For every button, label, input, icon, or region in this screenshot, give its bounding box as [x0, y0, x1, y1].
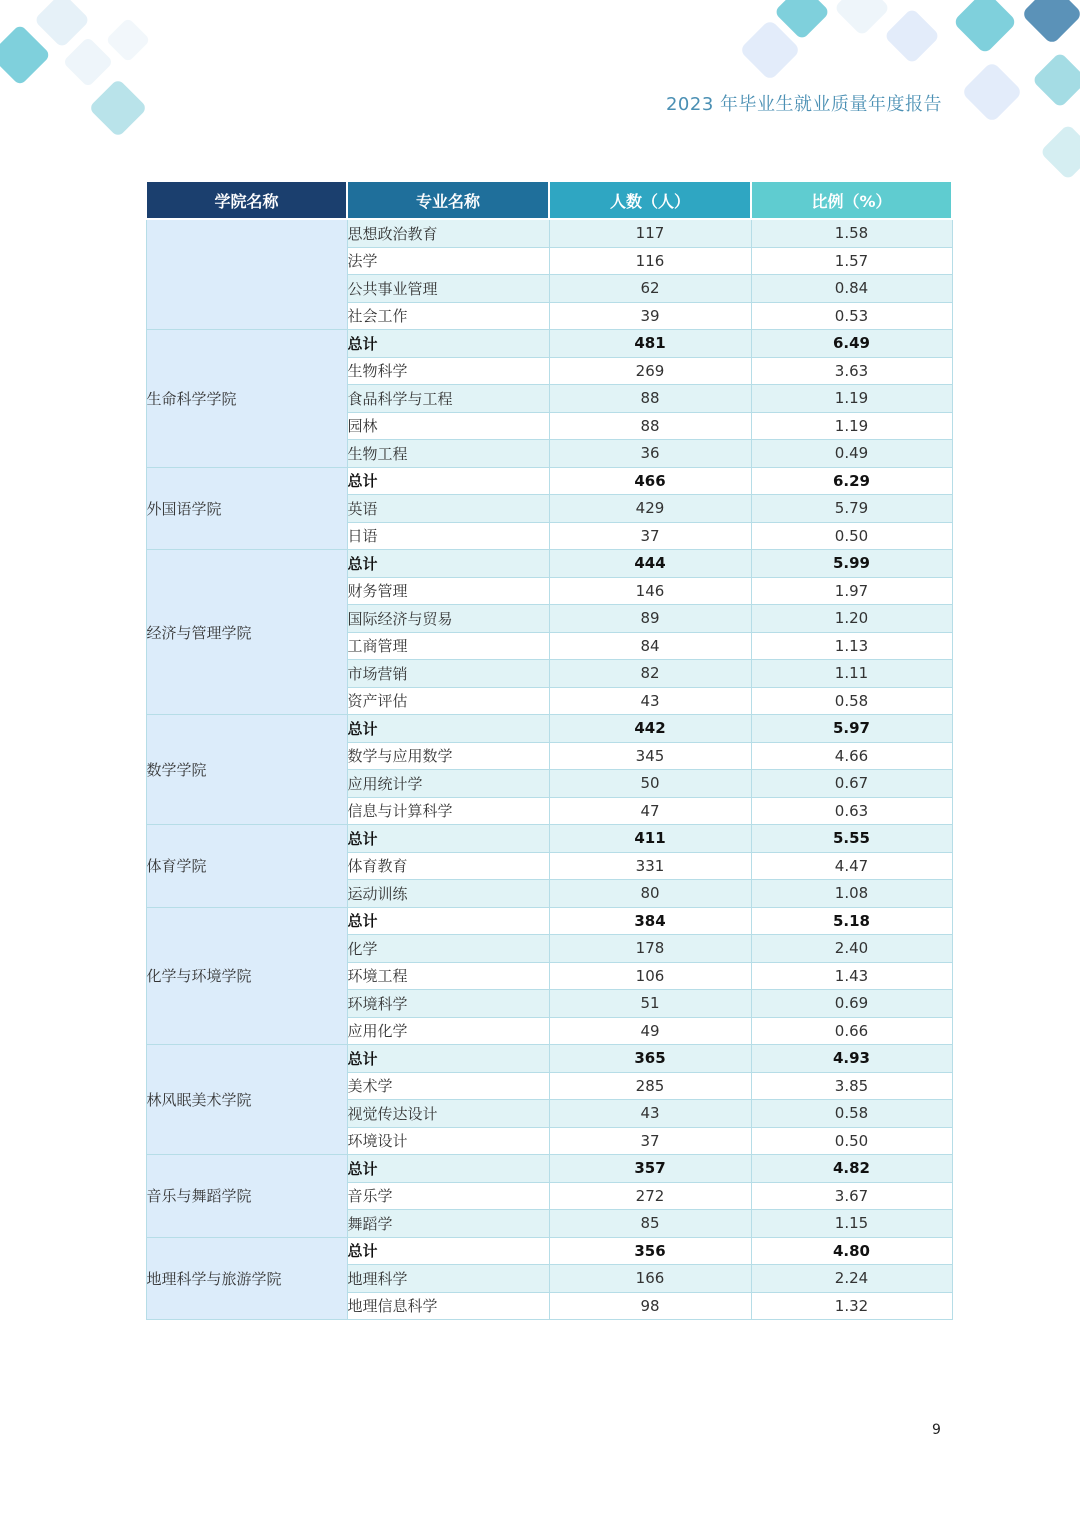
percentage-cell: 1.19	[751, 385, 952, 413]
college-name-cell: 化学与环境学院	[146, 907, 347, 1045]
major-name-cell: 美术学	[347, 1072, 549, 1100]
percentage-cell: 2.24	[751, 1265, 952, 1293]
percentage-cell: 0.49	[751, 440, 952, 468]
graduate-count-cell: 466	[549, 467, 751, 495]
college-name-cell: 生命科学学院	[146, 330, 347, 468]
percentage-cell: 0.58	[751, 1100, 952, 1128]
table-header-row	[146, 181, 952, 219]
percentage-cell: 3.85	[751, 1072, 952, 1100]
table-row-total	[146, 1237, 952, 1265]
percentage-cell: 6.49	[751, 330, 952, 358]
graduate-count-cell: 444	[549, 550, 751, 578]
percentage-cell: 5.97	[751, 715, 952, 743]
graduate-count-cell: 384	[549, 907, 751, 935]
percentage-cell: 5.79	[751, 495, 952, 523]
graduate-count-cell: 47	[549, 797, 751, 825]
percentage-cell: 1.58	[751, 219, 952, 247]
table-row-total	[146, 550, 952, 578]
graduate-count-cell: 82	[549, 660, 751, 688]
graduate-count-cell: 117	[549, 219, 751, 247]
major-name-cell: 化学	[347, 935, 549, 963]
table-body	[146, 219, 952, 1320]
graduate-count-cell: 166	[549, 1265, 751, 1293]
report-title: 2023 年毕业生就业质量年度报告	[665, 94, 942, 115]
major-name-cell: 总计	[347, 1155, 549, 1183]
column-header-major: 专业名称	[347, 181, 549, 219]
major-name-cell: 总计	[347, 550, 549, 578]
percentage-cell: 5.18	[751, 907, 952, 935]
percentage-cell: 4.66	[751, 742, 952, 770]
major-name-cell: 地理科学	[347, 1265, 549, 1293]
percentage-cell: 5.55	[751, 825, 952, 853]
column-header-college: 学院名称	[146, 181, 347, 219]
major-name-cell: 环境工程	[347, 962, 549, 990]
major-name-cell: 工商管理	[347, 632, 549, 660]
major-name-cell: 地理信息科学	[347, 1292, 549, 1320]
graduates-by-major-table	[145, 180, 953, 1320]
major-name-cell: 总计	[347, 1045, 549, 1073]
major-name-cell: 视觉传达设计	[347, 1100, 549, 1128]
percentage-cell: 1.15	[751, 1210, 952, 1238]
major-name-cell: 信息与计算科学	[347, 797, 549, 825]
graduate-count-cell: 51	[549, 990, 751, 1018]
percentage-cell: 0.53	[751, 302, 952, 330]
major-name-cell: 园林	[347, 412, 549, 440]
column-header-count: 人数（人）	[549, 181, 751, 219]
percentage-cell: 1.57	[751, 247, 952, 275]
major-name-cell: 应用统计学	[347, 770, 549, 798]
percentage-cell: 4.82	[751, 1155, 952, 1183]
percentage-cell: 6.29	[751, 467, 952, 495]
college-name-cell: 经济与管理学院	[146, 550, 347, 715]
graduate-count-cell: 116	[549, 247, 751, 275]
graduate-count-cell: 356	[549, 1237, 751, 1265]
percentage-cell: 3.63	[751, 357, 952, 385]
table-row-total	[146, 715, 952, 743]
percentage-cell: 3.67	[751, 1182, 952, 1210]
percentage-cell: 1.19	[751, 412, 952, 440]
major-name-cell: 英语	[347, 495, 549, 523]
graduate-count-cell: 39	[549, 302, 751, 330]
percentage-cell: 1.32	[751, 1292, 952, 1320]
table-row-total	[146, 1045, 952, 1073]
table-row-total	[146, 907, 952, 935]
major-name-cell: 环境设计	[347, 1127, 549, 1155]
graduate-count-cell: 85	[549, 1210, 751, 1238]
percentage-cell: 4.47	[751, 852, 952, 880]
graduate-count-cell: 345	[549, 742, 751, 770]
major-name-cell: 总计	[347, 715, 549, 743]
major-name-cell: 财务管理	[347, 577, 549, 605]
percentage-cell: 0.67	[751, 770, 952, 798]
graduate-count-cell: 178	[549, 935, 751, 963]
percentage-cell: 2.40	[751, 935, 952, 963]
major-name-cell: 日语	[347, 522, 549, 550]
graduate-count-cell: 411	[549, 825, 751, 853]
major-name-cell: 总计	[347, 330, 549, 358]
college-name-cell: 音乐与舞蹈学院	[146, 1155, 347, 1238]
graduate-count-cell: 272	[549, 1182, 751, 1210]
college-name-cell	[146, 219, 347, 330]
percentage-cell: 4.80	[751, 1237, 952, 1265]
major-name-cell: 生物科学	[347, 357, 549, 385]
percentage-cell: 0.58	[751, 687, 952, 715]
major-name-cell: 公共事业管理	[347, 275, 549, 303]
table-row-total	[146, 1155, 952, 1183]
percentage-cell: 1.11	[751, 660, 952, 688]
major-name-cell: 数学与应用数学	[347, 742, 549, 770]
percentage-cell: 1.08	[751, 880, 952, 908]
percentage-cell: 1.13	[751, 632, 952, 660]
table-row-total	[146, 467, 952, 495]
graduate-count-cell: 442	[549, 715, 751, 743]
college-name-cell: 外国语学院	[146, 467, 347, 550]
page-number: 9	[932, 1422, 941, 1438]
graduate-count-cell: 88	[549, 385, 751, 413]
major-name-cell: 思想政治教育	[347, 219, 549, 247]
percentage-cell: 0.84	[751, 275, 952, 303]
graduate-count-cell: 43	[549, 1100, 751, 1128]
graduate-count-cell: 365	[549, 1045, 751, 1073]
table-row	[146, 219, 952, 247]
graduate-count-cell: 269	[549, 357, 751, 385]
table-row-total	[146, 825, 952, 853]
major-name-cell: 食品科学与工程	[347, 385, 549, 413]
graduate-count-cell: 98	[549, 1292, 751, 1320]
major-name-cell: 法学	[347, 247, 549, 275]
column-header-percent: 比例（%）	[751, 181, 952, 219]
percentage-cell: 0.69	[751, 990, 952, 1018]
percentage-cell: 5.99	[751, 550, 952, 578]
major-name-cell: 资产评估	[347, 687, 549, 715]
graduate-count-cell: 331	[549, 852, 751, 880]
graduate-count-cell: 106	[549, 962, 751, 990]
major-name-cell: 环境科学	[347, 990, 549, 1018]
major-name-cell: 总计	[347, 907, 549, 935]
graduate-count-cell: 89	[549, 605, 751, 633]
major-name-cell: 运动训练	[347, 880, 549, 908]
major-name-cell: 体育教育	[347, 852, 549, 880]
graduate-count-cell: 88	[549, 412, 751, 440]
major-name-cell: 总计	[347, 1237, 549, 1265]
graduate-count-cell: 481	[549, 330, 751, 358]
percentage-cell: 1.20	[751, 605, 952, 633]
major-name-cell: 国际经济与贸易	[347, 605, 549, 633]
graduate-count-cell: 37	[549, 522, 751, 550]
graduate-count-cell: 37	[549, 1127, 751, 1155]
percentage-cell: 1.97	[751, 577, 952, 605]
graduate-count-cell: 43	[549, 687, 751, 715]
graduate-count-cell: 36	[549, 440, 751, 468]
percentage-cell: 4.93	[751, 1045, 952, 1073]
graduate-count-cell: 62	[549, 275, 751, 303]
graduate-count-cell: 84	[549, 632, 751, 660]
percentage-cell: 0.50	[751, 522, 952, 550]
graduate-count-cell: 49	[549, 1017, 751, 1045]
percentage-cell: 0.66	[751, 1017, 952, 1045]
major-name-cell: 音乐学	[347, 1182, 549, 1210]
graduate-count-cell: 357	[549, 1155, 751, 1183]
major-name-cell: 舞蹈学	[347, 1210, 549, 1238]
percentage-cell: 0.63	[751, 797, 952, 825]
graduate-count-cell: 429	[549, 495, 751, 523]
college-name-cell: 数学学院	[146, 715, 347, 825]
major-name-cell: 生物工程	[347, 440, 549, 468]
graduate-count-cell: 50	[549, 770, 751, 798]
table-row-total	[146, 330, 952, 358]
graduate-count-cell: 80	[549, 880, 751, 908]
major-name-cell: 总计	[347, 467, 549, 495]
graduate-count-cell: 146	[549, 577, 751, 605]
percentage-cell: 1.43	[751, 962, 952, 990]
graduate-count-cell: 285	[549, 1072, 751, 1100]
college-name-cell: 林风眠美术学院	[146, 1045, 347, 1155]
college-name-cell: 地理科学与旅游学院	[146, 1237, 347, 1320]
major-name-cell: 市场营销	[347, 660, 549, 688]
percentage-cell: 0.50	[751, 1127, 952, 1155]
major-name-cell: 总计	[347, 825, 549, 853]
major-name-cell: 应用化学	[347, 1017, 549, 1045]
major-name-cell: 社会工作	[347, 302, 549, 330]
college-name-cell: 体育学院	[146, 825, 347, 908]
